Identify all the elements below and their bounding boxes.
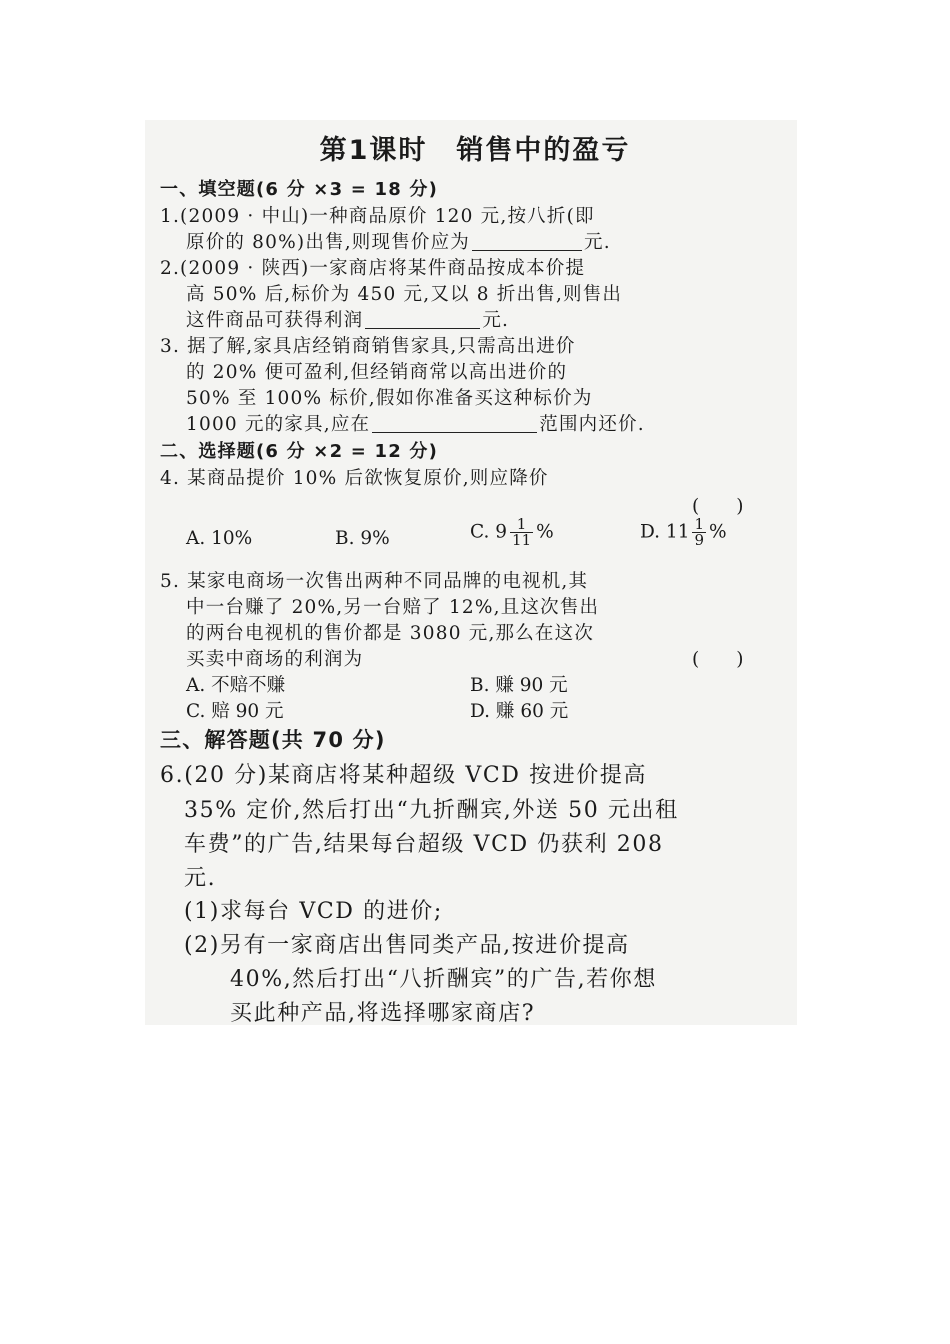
option-c-fraction [510,517,533,548]
question-1-unit: 元. [584,232,611,253]
question-6-line-3: 车费”的广告,结果每台超级 VCD 仍获利 208 [184,832,664,857]
option-c-suffix: % [536,521,554,543]
page-title: 第1课时 销售中的盈亏 [319,135,631,166]
fraction-numerator: 1 [694,515,705,533]
answer-blank[interactable] [472,232,582,251]
question-1-line-2 [186,228,611,254]
option-d-fraction [692,517,706,548]
question-4-option-a[interactable]: A. 10% [186,528,253,549]
question-5-line-1: 5. 某家电商场一次售出两种不同品牌的电视机,其 [160,571,589,592]
question-3-line-4 [186,410,645,436]
question-4-option-b[interactable]: B. 9% [335,528,390,549]
question-5-answer-paren[interactable]: ( ) [692,649,744,670]
question-4-stem: 4. 某商品提价 10% 后欲恢复原价,则应降价 [160,468,549,489]
question-3-text: 1000 元的家具,应在 [186,414,371,435]
question-3-line-2: 的 20% 便可盈利,但经销商常以高出进价的 [186,362,568,383]
option-d-label: D. 11 [640,521,690,543]
option-c-label: C. 9 [470,521,508,543]
question-3-line-1: 3. 据了解,家具店经销商销售家具,只需高出进价 [160,336,576,357]
question-4-option-c[interactable] [470,517,554,548]
question-3-line-3: 50% 至 100% 标价,假如你准备买这种标价为 [186,388,593,409]
question-1-text: 原价的 80%)出售,则现售价应为 [186,232,470,253]
question-2-text: 这件商品可获得利润 [186,310,364,331]
question-4-option-d[interactable] [640,517,727,548]
question-6-part-1: (1)求每台 VCD 的进价; [184,899,443,924]
fraction-denominator: 9 [694,531,705,549]
question-2-unit: 元. [482,310,510,331]
question-5-line-2: 中一台赚了 20%,另一台赔了 12%,且这次售出 [186,597,600,618]
question-5-option-c[interactable]: C. 赔 90 元 [186,701,284,722]
section-heading-multiple-choice: 二、选择题(6 分 ×2 = 12 分) [160,441,439,462]
section-heading-fill-in: 一、填空题(6 分 ×3 = 18 分) [160,179,439,200]
question-1-line-1: 1.(2009 · 中山)一种商品原价 120 元,按八折(即 [160,206,595,227]
question-6-line-2: 35% 定价,然后打出“九折酬宾,外送 50 元出租 [184,798,679,823]
question-4-answer-paren[interactable]: ( ) [692,496,744,517]
question-2-line-3 [186,306,509,332]
question-2-line-2: 高 50% 后,标价为 450 元,又以 8 折出售,则售出 [186,284,623,305]
question-5-option-d[interactable]: D. 赚 60 元 [470,701,569,722]
answer-blank[interactable] [372,414,537,433]
section-heading-solve: 三、解答题(共 70 分) [160,728,386,752]
question-5-option-b[interactable]: B. 赚 90 元 [470,675,568,696]
question-5-line-4: 买卖中商场的利润为 [186,649,364,670]
option-d-suffix: % [709,521,727,543]
question-5-option-a[interactable]: A. 不赔不赚 [186,675,286,696]
fraction-numerator: 1 [510,517,533,533]
question-6-line-1: 6.(20 分)某商店将某种超级 VCD 按进价提高 [160,763,648,788]
question-6-part-2-line-3: 买此种产品,将选择哪家商店? [230,1001,536,1026]
question-6-part-2-line-2: 40%,然后打出“八折酬宾”的广告,若你想 [230,967,657,992]
answer-blank[interactable] [365,310,480,329]
question-6-part-2-line-1: (2)另有一家商店出售同类产品,按进价提高 [184,933,630,958]
question-6-line-4: 元. [184,866,217,891]
fraction-denominator: 11 [512,531,532,549]
question-3-tail: 范围内还价. [539,414,645,435]
question-5-line-3: 的两台电视机的售价都是 3080 元,那么在这次 [186,623,595,644]
question-2-line-1: 2.(2009 · 陕西)一家商店将某件商品按成本价提 [160,258,586,279]
